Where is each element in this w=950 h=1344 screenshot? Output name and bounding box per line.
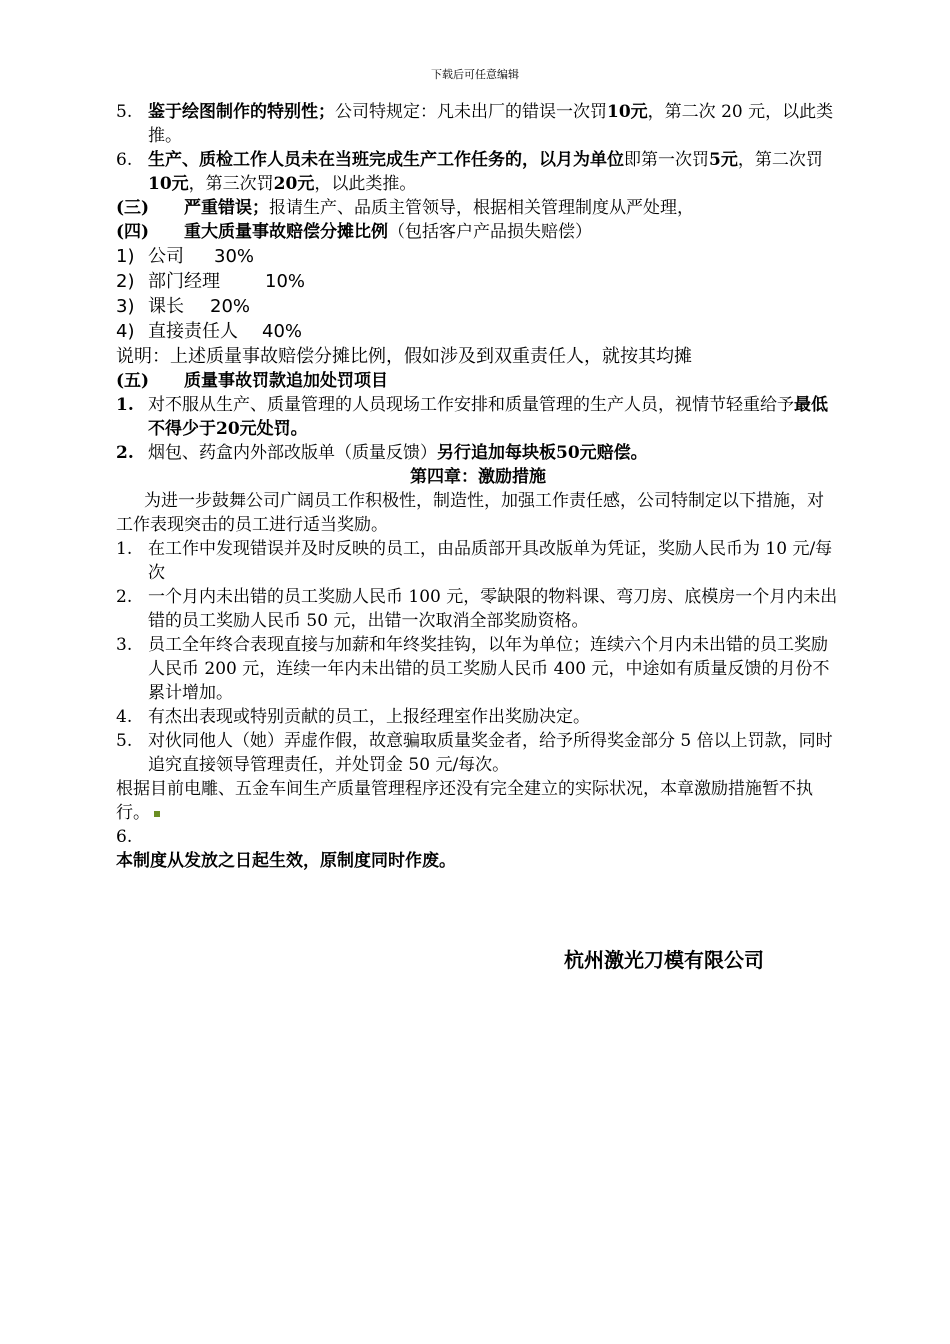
rule-heading: 生产、质检工作人员未在当班完成生产工作任务的，以月为单位 [148, 150, 624, 170]
penalty-bold-text: 最低不得少于20元处罚。 [148, 395, 828, 439]
incentive-item [116, 585, 840, 633]
ratio-label: 课长 [148, 296, 184, 317]
ratio-label: 公司 [148, 246, 184, 267]
penalty-text: 烟包、药盒内外部改版单（质量反馈） [148, 443, 437, 463]
incentive-item [116, 633, 840, 705]
chapter-title: 第四章：激励措施 [410, 467, 546, 487]
section-number: (三) [116, 198, 150, 218]
rule-text: ，第二次罚 [737, 150, 823, 170]
penalty-item [116, 393, 840, 441]
rule-text: 公司特规定：凡未出厂的错误一次罚 [335, 102, 607, 122]
rule-item-5 [116, 100, 840, 148]
list-number: 2) [116, 271, 135, 292]
list-number: 4. [116, 707, 133, 727]
ratio-label: 部门经理 [148, 271, 220, 292]
list-number: 6. [116, 150, 133, 170]
rule-text: ，第三次罚 [188, 174, 274, 194]
list-number: 1. [116, 395, 134, 415]
ratio-value: 30% [214, 246, 255, 267]
list-number-six: 6. [116, 827, 133, 847]
list-number: 4) [116, 321, 135, 342]
section-title: 重大质量事故赔偿分摊比例 [184, 222, 388, 242]
section-serious-error [116, 196, 840, 220]
incentive-item [116, 537, 840, 585]
list-number: 2. [116, 587, 133, 607]
ratio-note: 说明：上述质量事故赔偿分摊比例，假如涉及到双重责任人，就按其均摊 [116, 346, 692, 367]
incentive-text: 有杰出表现或特别贡献的员工，上报经理室作出奖励决定。 [148, 707, 590, 727]
incentive-text: 一个月内未出错的员工奖励人民币 100 元，零缺限的物料课、弯刀房、底模房一个月内未出错的员工奖励人民币 50 元，出错一次取消全部奖励资格。 [148, 587, 838, 631]
rule-item-6 [116, 148, 840, 196]
list-number: 2. [116, 443, 134, 463]
fine-amount: 10元 [607, 102, 648, 122]
ratio-item [116, 244, 840, 269]
list-number: 5. [116, 102, 133, 122]
incentive-text: 员工全年终合表现直接与加薪和年终奖挂钩，以年为单位；连续六个月内未出错的员工奖励人民币 200 元，连续一年内未出错的员工奖励人民币 400 元，中途如有质量反馈的月份不累计增加。 [148, 635, 830, 703]
list-number: 3. [116, 635, 133, 655]
fine-amount: 5元 [709, 150, 738, 170]
section-number: (五) [116, 371, 150, 391]
section-text: （包括客户产品损失赔偿） [388, 222, 592, 242]
ratio-label: 直接责任人 [148, 321, 238, 342]
document-body [116, 100, 840, 873]
company-signature: 杭州激光刀模有限公司 [564, 948, 764, 972]
section-compensation-ratio [116, 220, 840, 244]
incentive-text: 在工作中发现错误并及时反映的员工，由品质部开具改版单为凭证，奖励人民币为 10 元/每次 [148, 539, 833, 583]
ratio-value: 40% [262, 321, 303, 342]
section-number: (四) [116, 222, 150, 242]
closing-text: 根据目前电雕、五金车间生产质量管理程序还没有完全建立的实际状况，本章激励措施暂不执行。 [116, 779, 813, 823]
incentive-text: 对伙同他人（她）弄虚作假，故意骗取质量奖金者，给予所得奖金部分 5 倍以上罚款，同时追究直接领导管理责任，并处罚金 50 元/每次。 [148, 731, 833, 775]
anchor-marker-icon [154, 811, 160, 817]
incentive-item [116, 705, 840, 729]
penalty-item [116, 441, 840, 465]
list-number: 3) [116, 296, 135, 317]
rule-heading: 鉴于绘图制作的特别性； [148, 102, 335, 122]
fine-amount: 20元 [273, 174, 315, 194]
list-number: 1) [116, 246, 135, 267]
closing-paragraph [116, 777, 840, 825]
rule-text: ，以此类推。 [314, 174, 417, 194]
ratio-item [116, 319, 840, 344]
intro-paragraph: 为进一步鼓舞公司广阔员工作积极性，制造性，加强工作责任感，公司特制定以下措施，对工作表现突击的员工进行适当奖励。 [116, 491, 824, 535]
ratio-item [116, 294, 840, 319]
incentive-item [116, 729, 840, 777]
ratio-value: 10% [265, 271, 306, 292]
page-header: 下载后可任意编辑 [431, 68, 519, 81]
section-text: 报请生产、品质主管领导，根据相关管理制度从严处理， [269, 198, 694, 218]
penalty-text: 对不服从生产、质量管理的人员现场工作安排和质量管理的生产人员，视情节轻重给予 [148, 395, 794, 415]
list-number: 1. [116, 539, 133, 559]
section-title: 严重错误； [184, 198, 269, 218]
ratio-item [116, 269, 840, 294]
rule-text: 即第一次罚 [624, 150, 709, 170]
penalty-bold-text: 另行追加每块板50元赔偿。 [437, 443, 648, 463]
fine-amount: 10元 [148, 174, 189, 194]
section-additional-penalty [116, 369, 840, 393]
rule-text: ，第二次 20 元，以此类推。 [148, 102, 834, 146]
ratio-value: 20% [210, 296, 251, 317]
effective-statement: 本制度从发放之日起生效，原制度同时作废。 [116, 851, 456, 871]
list-number: 5. [116, 731, 133, 751]
section-title: 质量事故罚款追加处罚项目 [184, 371, 388, 391]
